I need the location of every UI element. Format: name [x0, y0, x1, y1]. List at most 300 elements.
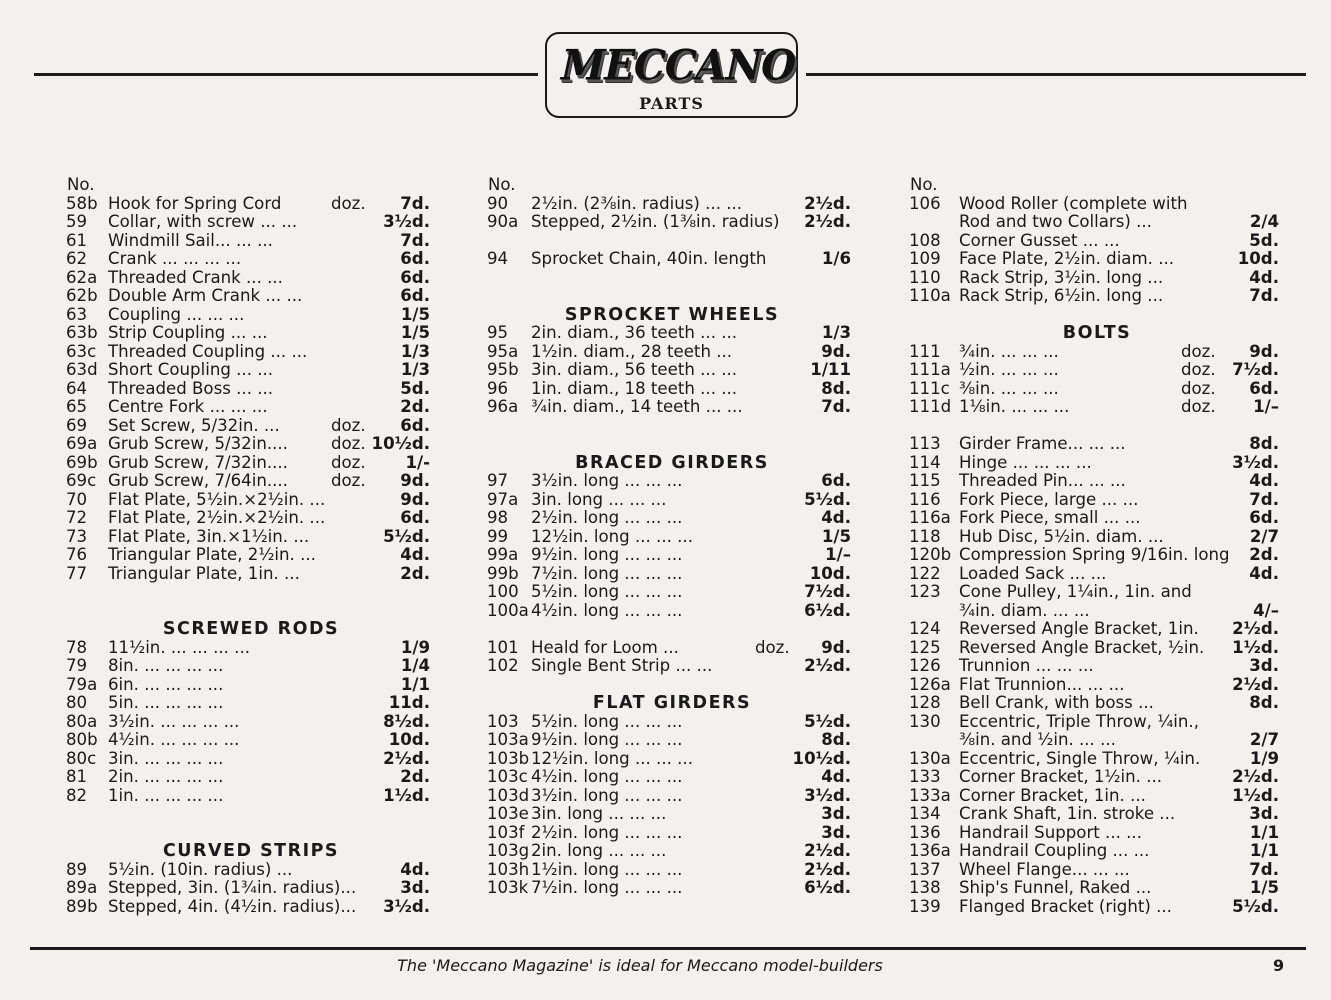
- part-description: Windmill Sail... ... ...: [108, 230, 273, 250]
- part-row: [909, 435, 1285, 454]
- part-description: Bell Crank, with boss ...: [959, 693, 1154, 712]
- part-description: 6in. ... ... ... ...: [108, 674, 224, 694]
- part-price: 1/–: [825, 545, 851, 564]
- part-description: Handrail Support ... ...: [959, 822, 1142, 842]
- part-number: 58b: [66, 193, 98, 213]
- part-number: 96: [487, 378, 509, 398]
- part-price: 4d.: [1249, 471, 1279, 490]
- part-row: [487, 195, 857, 214]
- part-number: 113: [909, 434, 941, 453]
- part-description: 9½in. long ... ... ...: [531, 545, 683, 564]
- part-number: 95b: [487, 360, 519, 379]
- part-row: [487, 528, 857, 547]
- part-row: [66, 750, 436, 769]
- part-row: [66, 861, 436, 880]
- part-price: 2d.: [400, 563, 430, 583]
- section-heading: SPROCKET WHEELS: [564, 304, 780, 325]
- part-row: [66, 639, 436, 658]
- part-row: [909, 287, 1285, 306]
- part-price: 6½d.: [804, 600, 851, 620]
- logo-wordmark: MECCANO: [555, 40, 801, 91]
- part-price: 9d.: [821, 637, 851, 657]
- part-price: 7½d.: [804, 582, 851, 601]
- part-description: Fork Piece, large ... ...: [959, 489, 1139, 509]
- part-description: Stepped, 2½in. (1⅜in. radius): [531, 212, 780, 231]
- part-row: [66, 361, 436, 380]
- part-row: [909, 861, 1285, 880]
- part-description: Flat Plate, 5½in.×2½in. ...: [108, 489, 326, 509]
- part-price: 6d.: [1249, 508, 1279, 527]
- part-description: Threaded Pin... ... ...: [959, 471, 1126, 490]
- part-number: 97: [487, 471, 509, 490]
- part-row: [909, 750, 1285, 769]
- part-number: 103e: [487, 804, 529, 823]
- part-price: 2½d.: [804, 859, 851, 879]
- part-row-continuation: [909, 213, 1285, 232]
- part-price: 1/9: [1249, 748, 1279, 768]
- part-price: 8½d.: [383, 711, 430, 731]
- part-row: [66, 398, 436, 417]
- part-price: 4d.: [1249, 563, 1279, 583]
- part-price: 9d.: [821, 341, 851, 361]
- part-price: 1½d.: [1232, 637, 1279, 657]
- spacer: [909, 306, 1285, 325]
- part-number: 79a: [66, 674, 98, 694]
- part-description: Reversed Angle Bracket, ½in.: [959, 637, 1205, 657]
- part-number: 114: [909, 452, 941, 472]
- part-row: [487, 491, 857, 510]
- part-number: 122: [909, 563, 941, 583]
- part-number: 103d: [487, 785, 530, 805]
- part-row: [909, 694, 1285, 713]
- part-description: 4½in. long ... ... ...: [531, 767, 683, 786]
- part-number: 101: [487, 637, 519, 657]
- part-description: 1½in. long ... ... ...: [531, 859, 683, 879]
- parts-column-2: [487, 176, 857, 898]
- part-number: 126a: [909, 674, 951, 694]
- part-price: 1/3: [821, 323, 851, 342]
- part-description: Stepped, 3in. (1¾in. radius)...: [108, 878, 357, 897]
- part-row: [487, 768, 857, 787]
- part-description: Grub Screw, 7/64in....: [108, 471, 288, 490]
- part-description: ⅜in. and ½in. ... ...: [959, 730, 1116, 749]
- part-price: 6d.: [400, 267, 430, 287]
- part-price: 1/6: [821, 249, 851, 268]
- part-row: [487, 343, 857, 362]
- part-price: 3d.: [400, 878, 430, 897]
- part-description: 2½in. (2⅜in. radius) ... ...: [531, 193, 743, 213]
- part-number: 99: [487, 526, 509, 546]
- part-number: 111: [909, 341, 941, 361]
- spacer: [487, 417, 857, 436]
- part-row: [487, 731, 857, 750]
- part-description: 5½in. long ... ... ...: [531, 711, 683, 731]
- part-price: 5½d.: [383, 526, 430, 546]
- part-price: 2½d.: [804, 841, 851, 860]
- header-rule-right: [806, 73, 1306, 76]
- part-price: 8d.: [1249, 693, 1279, 712]
- part-description: 9½in. long ... ... ...: [531, 730, 683, 749]
- part-description: Collar, with screw ... ...: [108, 212, 298, 231]
- part-description: Loaded Sack ... ...: [959, 563, 1107, 583]
- part-number: 116: [909, 489, 941, 509]
- part-number: 138: [909, 878, 941, 897]
- part-number: 89: [66, 859, 88, 879]
- part-number: 103: [487, 711, 519, 731]
- spacer: [487, 676, 857, 695]
- part-number: 63b: [66, 323, 98, 342]
- part-description: Handrail Coupling ... ...: [959, 841, 1150, 860]
- part-row: [66, 546, 436, 565]
- part-row: [487, 842, 857, 861]
- part-price: 2/4: [1249, 212, 1279, 231]
- part-description: 2in. long ... ... ...: [531, 841, 667, 860]
- part-description: 4½in. ... ... ... ...: [108, 730, 240, 749]
- part-row: [66, 676, 436, 695]
- part-number: 82: [66, 785, 88, 805]
- part-description: Centre Fork ... ... ...: [108, 397, 268, 416]
- part-row: [66, 898, 436, 917]
- part-price: 3d.: [1249, 804, 1279, 823]
- part-row: [487, 639, 857, 658]
- part-number: 103h: [487, 859, 530, 879]
- part-price: 1/1: [1249, 841, 1279, 860]
- part-unit: doz.: [1181, 397, 1216, 416]
- column-label: No.: [910, 175, 938, 194]
- part-number: 78: [66, 637, 88, 657]
- part-price: 10d.: [388, 730, 430, 749]
- part-price: 6½d.: [804, 878, 851, 897]
- part-description: Threaded Boss ... ...: [108, 378, 274, 398]
- part-price: 8d.: [1249, 434, 1279, 453]
- part-number: 62b: [66, 286, 98, 305]
- part-row: [909, 676, 1285, 695]
- part-description: Rack Strip, 6½in. long ...: [959, 286, 1164, 305]
- part-row: [909, 361, 1285, 380]
- part-description: 1in. ... ... ... ...: [108, 785, 224, 805]
- part-price: 9d.: [400, 471, 430, 490]
- part-row: [487, 509, 857, 528]
- part-row: [909, 232, 1285, 251]
- part-description: ½in. ... ... ...: [959, 360, 1059, 379]
- part-row: [487, 398, 857, 417]
- part-price: 7d.: [1249, 489, 1279, 509]
- part-price: 1/3: [400, 341, 430, 361]
- part-row: [66, 250, 436, 269]
- part-unit: doz.: [331, 415, 366, 435]
- part-row: [66, 306, 436, 325]
- part-row: [66, 324, 436, 343]
- part-number: 109: [909, 249, 941, 268]
- part-row: [66, 509, 436, 528]
- parts-column-1: [66, 176, 436, 916]
- part-description: Stepped, 4in. (4½in. radius)...: [108, 896, 357, 916]
- part-unit: doz.: [331, 193, 366, 213]
- part-price: 2½d.: [1232, 767, 1279, 786]
- part-unit: doz.: [1181, 341, 1216, 361]
- part-price: 1/11: [810, 360, 851, 379]
- part-price: 10½d.: [792, 748, 851, 768]
- part-description: Flanged Bracket (right) ...: [959, 896, 1172, 916]
- part-description: 3½in. ... ... ... ...: [108, 711, 240, 731]
- part-row: [909, 380, 1285, 399]
- spacer: [487, 435, 857, 454]
- page-number: 9: [1273, 956, 1285, 975]
- part-price: 10d.: [1237, 249, 1279, 268]
- part-number: 136: [909, 822, 941, 842]
- part-number: 80b: [66, 730, 98, 749]
- part-description: ¾in. diam., 14 teeth ... ...: [531, 397, 743, 416]
- part-number: 120b: [909, 545, 952, 564]
- part-price: 2½d.: [804, 212, 851, 231]
- part-price: 2½d.: [804, 193, 851, 213]
- part-row: [66, 565, 436, 584]
- part-price: 1/1: [1249, 822, 1279, 842]
- part-row: [487, 324, 857, 343]
- part-number: 103a: [487, 730, 529, 749]
- part-number: 89b: [66, 896, 98, 916]
- part-number: 108: [909, 230, 941, 250]
- part-row: [66, 657, 436, 676]
- part-number: 96a: [487, 397, 519, 416]
- part-description: Triangular Plate, 2½in. ...: [108, 545, 316, 564]
- part-price: 4d.: [821, 508, 851, 527]
- part-row: [909, 269, 1285, 288]
- part-row: [66, 879, 436, 898]
- part-price: 4d.: [1249, 267, 1279, 287]
- part-price: 7d.: [1249, 859, 1279, 879]
- part-row: [909, 713, 1285, 732]
- part-number: 134: [909, 804, 941, 823]
- part-row: [487, 713, 857, 732]
- part-description: Heald for Loom ...: [531, 637, 679, 657]
- part-description: 4½in. long ... ... ...: [531, 600, 683, 620]
- part-number: 80c: [66, 748, 97, 768]
- part-description: Flat Plate, 2½in.×2½in. ...: [108, 508, 326, 527]
- part-row: [909, 898, 1285, 917]
- part-price: 7d.: [400, 230, 430, 250]
- part-row: [909, 565, 1285, 584]
- spacer: [487, 287, 857, 306]
- part-number: 69c: [66, 471, 97, 490]
- part-row: [909, 195, 1285, 214]
- part-price: 5½d.: [804, 711, 851, 731]
- part-price: 1½d.: [383, 785, 430, 805]
- part-row: [909, 491, 1285, 510]
- part-number: 63c: [66, 341, 97, 361]
- footer-text: The 'Meccano Magazine' is ideal for Meccano model-builders: [397, 956, 883, 975]
- part-row: [487, 787, 857, 806]
- part-price: 1/9: [400, 637, 430, 657]
- part-description: Ship's Funnel, Raked ...: [959, 878, 1152, 897]
- part-row: [909, 472, 1285, 491]
- part-number: 111a: [909, 360, 951, 379]
- part-row: [487, 565, 857, 584]
- part-row: [909, 454, 1285, 473]
- part-row: [487, 805, 857, 824]
- part-price: 1/5: [400, 304, 430, 324]
- part-price: 1/3: [400, 360, 430, 379]
- part-price: 5d.: [400, 378, 430, 398]
- part-row: [909, 768, 1285, 787]
- part-number: 133: [909, 767, 941, 786]
- spacer: [66, 824, 436, 843]
- part-number: 80a: [66, 711, 98, 731]
- part-row: [909, 879, 1285, 898]
- part-row: [66, 195, 436, 214]
- part-price: 1½d.: [1232, 785, 1279, 805]
- part-price: 1/4: [400, 656, 430, 675]
- section-heading: SCREWED RODS: [162, 619, 340, 639]
- part-price: 1/5: [1249, 878, 1279, 897]
- part-description: 3½in. long ... ... ...: [531, 471, 683, 490]
- part-description: Wood Roller (complete with: [959, 193, 1188, 213]
- part-price: 4d.: [400, 545, 430, 564]
- part-description: Hub Disc, 5½in. diam. ...: [959, 526, 1164, 546]
- part-number: 106: [909, 193, 941, 213]
- part-number: 98: [487, 508, 509, 527]
- part-price: 11d.: [388, 693, 430, 712]
- part-number: 77: [66, 563, 88, 583]
- part-description: 1in. diam., 18 teeth ... ...: [531, 378, 738, 398]
- part-number: 63d: [66, 360, 98, 379]
- part-row: [66, 232, 436, 251]
- part-row: [909, 639, 1285, 658]
- part-description: 3in. long ... ... ...: [531, 489, 667, 509]
- part-number: 90a: [487, 212, 519, 231]
- part-price: 2d.: [1249, 545, 1279, 564]
- section-heading: BOLTS: [1062, 323, 1132, 343]
- part-number: 130a: [909, 748, 951, 768]
- part-number: 100a: [487, 600, 529, 620]
- part-number: 79: [66, 656, 88, 675]
- part-price: 2/7: [1249, 730, 1279, 749]
- part-row: [909, 787, 1285, 806]
- part-description: Triangular Plate, 1in. ...: [108, 563, 300, 583]
- part-row: [487, 213, 857, 232]
- part-number: 130: [909, 711, 941, 731]
- part-price: 5½d.: [804, 489, 851, 509]
- header-rule-left: [34, 73, 538, 76]
- part-price: 2d.: [400, 397, 430, 416]
- part-description: Compression Spring 9/16in. long: [959, 545, 1230, 564]
- part-row: [66, 694, 436, 713]
- part-description: Rod and two Collars) ...: [959, 212, 1152, 231]
- part-number: 69b: [66, 452, 98, 472]
- part-number: 99b: [487, 563, 519, 583]
- part-row: [909, 824, 1285, 843]
- spacer: [66, 602, 436, 621]
- part-number: 103c: [487, 767, 528, 786]
- part-description: Corner Gusset ... ...: [959, 230, 1120, 250]
- part-number: 103g: [487, 841, 530, 860]
- part-row: [66, 269, 436, 288]
- part-price: 8d.: [821, 730, 851, 749]
- part-description: 3in. ... ... ... ...: [108, 748, 224, 768]
- part-price: 9d.: [400, 489, 430, 509]
- part-row: [66, 731, 436, 750]
- part-row: [487, 546, 857, 565]
- part-unit: doz.: [331, 452, 366, 472]
- part-description: 7½in. long ... ... ...: [531, 563, 683, 583]
- part-price: 6d.: [1249, 378, 1279, 398]
- part-description: Strip Coupling ... ...: [108, 323, 268, 342]
- part-price: 10½d.: [371, 434, 430, 453]
- part-description: 1½in. diam., 28 teeth ...: [531, 341, 733, 361]
- part-number: 69a: [66, 434, 98, 453]
- part-description: Grub Screw, 7/32in....: [108, 452, 288, 472]
- part-row: [909, 509, 1285, 528]
- part-number: 81: [66, 767, 88, 786]
- part-number: 94: [487, 249, 509, 268]
- part-number: 70: [66, 489, 88, 509]
- spacer: [487, 232, 857, 251]
- spacer: [909, 417, 1285, 436]
- part-price: 4d.: [821, 767, 851, 786]
- part-number: 124: [909, 619, 941, 638]
- part-number: 72: [66, 508, 88, 527]
- part-row: [487, 824, 857, 843]
- part-price: 7d.: [1249, 286, 1279, 305]
- part-number: 63: [66, 304, 88, 324]
- part-description: 7½in. long ... ... ...: [531, 878, 683, 897]
- part-row: [909, 343, 1285, 362]
- part-row: [66, 768, 436, 787]
- part-price: 1/1: [400, 674, 430, 694]
- part-unit: doz.: [1181, 360, 1216, 379]
- part-price: 3½d.: [804, 785, 851, 805]
- part-row: [66, 417, 436, 436]
- part-row: [66, 435, 436, 454]
- spacer: [487, 620, 857, 639]
- part-price: 10d.: [809, 563, 851, 583]
- part-row: [909, 583, 1285, 602]
- section-heading: BRACED GIRDERS: [575, 452, 769, 473]
- part-description: Hinge ... ... ... ...: [959, 452, 1092, 472]
- part-number: 102: [487, 656, 519, 675]
- part-price: 6d.: [821, 471, 851, 490]
- part-row: [66, 472, 436, 491]
- part-description: Grub Screw, 5/32in....: [108, 434, 288, 453]
- part-description: Crank Shaft, 1in. stroke ...: [959, 804, 1176, 823]
- footer-rule: [30, 947, 1306, 950]
- part-number: 80: [66, 693, 88, 712]
- part-price: 1/–: [1253, 397, 1279, 416]
- part-description: Flat Plate, 3in.×1½in. ...: [108, 526, 310, 546]
- column-label: No.: [488, 175, 516, 194]
- part-row: [66, 213, 436, 232]
- part-description: ¾in. ... ... ...: [959, 341, 1059, 361]
- part-price: 2/7: [1249, 526, 1279, 546]
- part-row: [909, 398, 1285, 417]
- parts-column-3: [909, 176, 1285, 916]
- part-price: 2½d.: [383, 748, 430, 768]
- part-description: 11½in. ... ... ... ...: [108, 637, 250, 657]
- part-price: 7d.: [400, 193, 430, 213]
- part-price: 6d.: [400, 286, 430, 305]
- part-price: 5½d.: [1232, 896, 1279, 916]
- part-description: 12½in. long ... ... ...: [531, 526, 693, 546]
- part-price: 5d.: [1249, 230, 1279, 250]
- part-price: 3½d.: [383, 896, 430, 916]
- part-unit: doz.: [331, 471, 366, 490]
- part-description: Threaded Coupling ... ...: [108, 341, 308, 361]
- part-description: 5½in. long ... ... ...: [531, 582, 683, 601]
- part-number: 133a: [909, 785, 951, 805]
- part-price: 1/5: [821, 526, 851, 546]
- part-price: 3½d.: [1232, 452, 1279, 472]
- section-heading: FLAT GIRDERS: [592, 693, 752, 713]
